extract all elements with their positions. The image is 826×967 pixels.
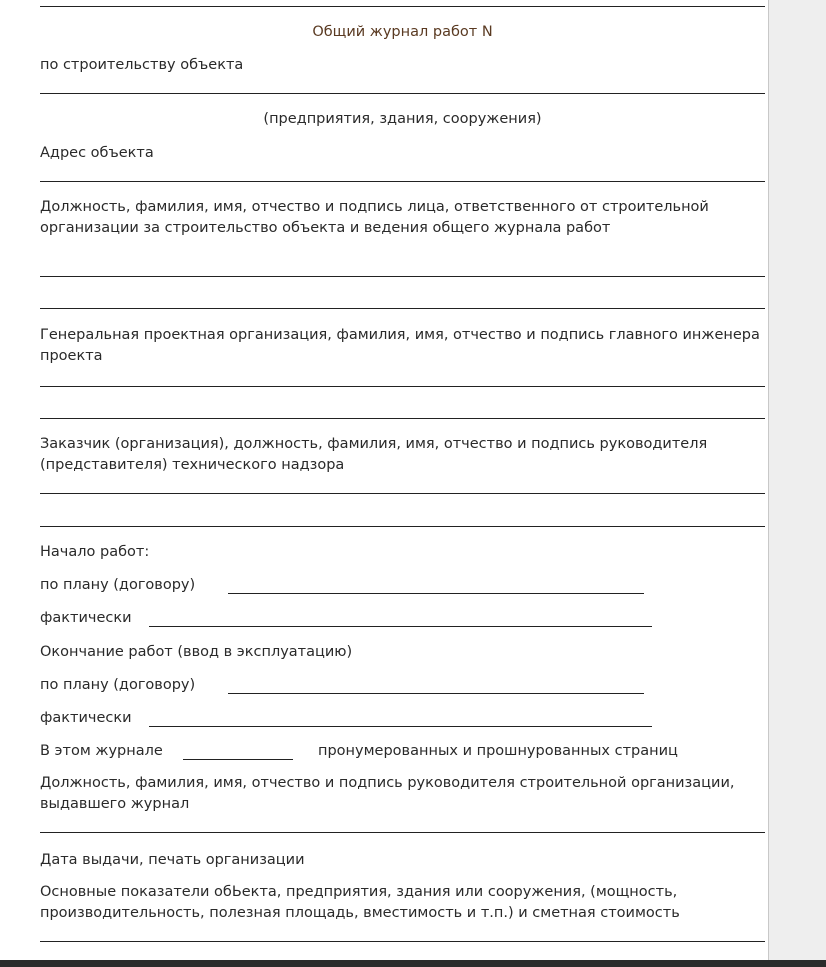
design-org-label: Генеральная проектная организация, фамилия, имя, отчество и подпись главного инженера проекта [40, 327, 760, 364]
end-actual-field[interactable] [149, 726, 652, 727]
page-edge [768, 0, 826, 967]
customer-field-1[interactable] [40, 493, 765, 494]
responsible-field-2[interactable] [40, 308, 765, 309]
end-plan-field[interactable] [228, 693, 644, 694]
pages-suffix: пронумерованных и прошнурованных страниц [318, 743, 678, 759]
construction-label: по строительству объекта [40, 57, 244, 73]
page-border [768, 0, 769, 967]
indicators-label: Основные показатели обЬекта, предприятия, здания или сооружения, (мощность, производительность, полезная площадь, вместимость и т.п.) и сметная стоимость [40, 884, 680, 921]
page-bottom-edge [0, 960, 826, 967]
issuer-field[interactable] [40, 832, 765, 833]
start-plan-field[interactable] [228, 593, 644, 594]
design-org-field-1[interactable] [40, 386, 765, 387]
responsible-field-1[interactable] [40, 276, 765, 277]
form-title: Общий журнал работ N [312, 24, 493, 40]
end-heading: Окончание работ (ввод в эксплуатацию) [40, 644, 353, 660]
address-field[interactable] [40, 181, 765, 182]
customer-label: Заказчик (организация), должность, фамилия, имя, отчество и подпись руководителя (представителя) технического надзора [40, 436, 708, 473]
issue-date-label: Дата выдачи, печать организации [40, 852, 305, 868]
responsible-label: Должность, фамилия, имя, отчество и подпись лица, ответственного от строительной организации за строительство объекта и ведения общего журнала работ [40, 199, 709, 236]
pages-prefix: В этом журнале [40, 743, 163, 759]
start-actual-field[interactable] [149, 626, 652, 627]
pages-count-field[interactable] [183, 759, 293, 760]
start-actual-label: фактически [40, 610, 132, 626]
start-plan-label: по плану (договору) [40, 577, 196, 593]
address-label: Адрес объекта [40, 145, 154, 161]
org-caption: (предприятия, здания, сооружения) [263, 111, 542, 127]
top-line [40, 6, 765, 7]
indicators-field[interactable] [40, 941, 765, 942]
start-heading: Начало работ: [40, 544, 150, 560]
end-actual-label: фактически [40, 710, 132, 726]
customer-field-2[interactable] [40, 526, 765, 527]
issuer-label: Должность, фамилия, имя, отчество и подпись руководителя строительной организации, выдавшего журнал [40, 775, 735, 812]
construction-object-field[interactable] [40, 93, 765, 94]
design-org-field-2[interactable] [40, 418, 765, 419]
end-plan-label: по плану (договору) [40, 677, 196, 693]
